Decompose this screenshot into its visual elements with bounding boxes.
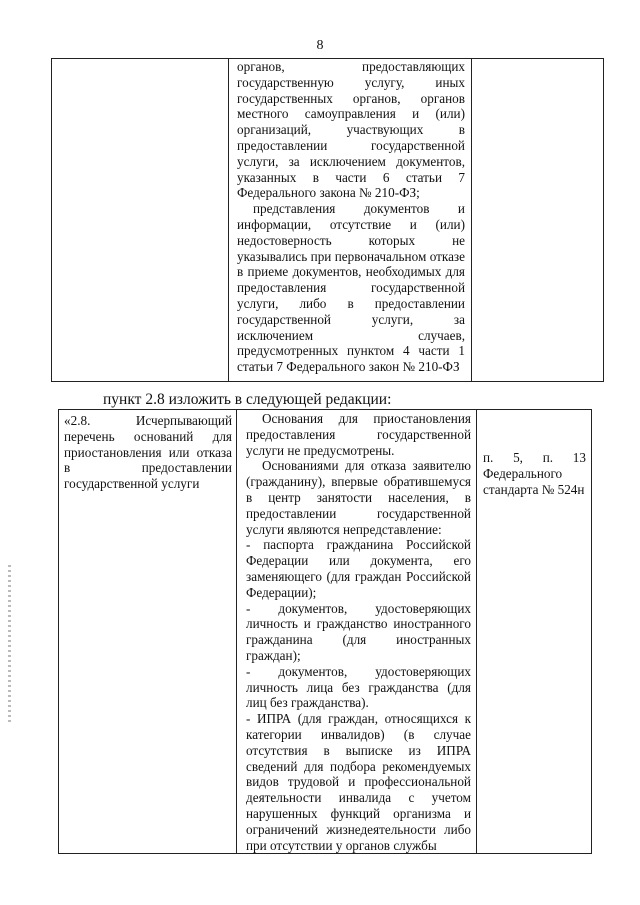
page-number: 8 [316,38,324,53]
table2-cell-title [59,410,237,854]
table2-cell-content [237,410,477,854]
table1-cell-empty-right [472,59,604,382]
table1-cell-grounds [229,59,472,382]
table1-paragraph: органов, предоставляющих государственную услугу, иных государственных органов, органов местного самоуправления и (или) организаций, участвующих в предоставлении государственной услуги, за исключением документов, указанных в части 6 статьи 7 Федерального закона № 210-ФЗ; [237,59,465,201]
table-row [59,410,592,854]
list-item: - паспорта гражданина Российской Федерации или документа, его заменяющего (для граждан Российской Федерации); [246,537,471,600]
table1-cell-empty-left [52,59,229,382]
section-title: «2.8. Исчерпывающий перечень оснований для приостановления или отказа в предоставлении государственной услуги [64,413,232,492]
table-continued [51,58,604,382]
list-item: - документов, удостоверяющих личность и гражданство иностранного гражданина (для иностранных граждан); [246,600,471,663]
table1-paragraph: представления документов и информации, отсутствие и (или) недостоверность которых не указывались при первоначальном отказе в приеме документов, необходимых для предоставления государственной услуги, либо в предоставлении государственной услуги, за исключением случаев, предусмотренных пунктом 4 части 1 статьи 7 Федерального закон № 210-ФЗ [237,201,465,375]
paragraph: Основания для приостановления предоставления государственной услуги не предусмотрены. [246,411,471,458]
table-section-2-8 [58,409,592,854]
table2-cell-reference [477,410,592,854]
table-row [52,59,604,382]
legal-reference: п. 5, п. 13 Федерального стандарта № 524н [483,450,586,497]
paragraph: Основаниями для отказа заявителю (гражданину), впервые обратившемуся в центр занятости населения, в предоставлении государственной услуги являются непредставление: [246,458,471,537]
list-item: - ИПРА (для граждан, относящихся к категории инвалидов) (в случае отсутствия в выписке из ИПРА сведений для подбора рекомендуемых видов трудовой и профессиональной деятельности инвалида с учетом нарушенных функций организма и ограничений жизнедеятельности либо при отсутствии у органов службы [246,711,471,853]
scan-margin-mark [8,565,11,725]
list-item: - документов, удостоверяющих личность лица без гражданства (для лиц без гражданства). [246,663,471,711]
amendment-heading: пункт 2.8 изложить в следующей редакции: [103,391,392,408]
